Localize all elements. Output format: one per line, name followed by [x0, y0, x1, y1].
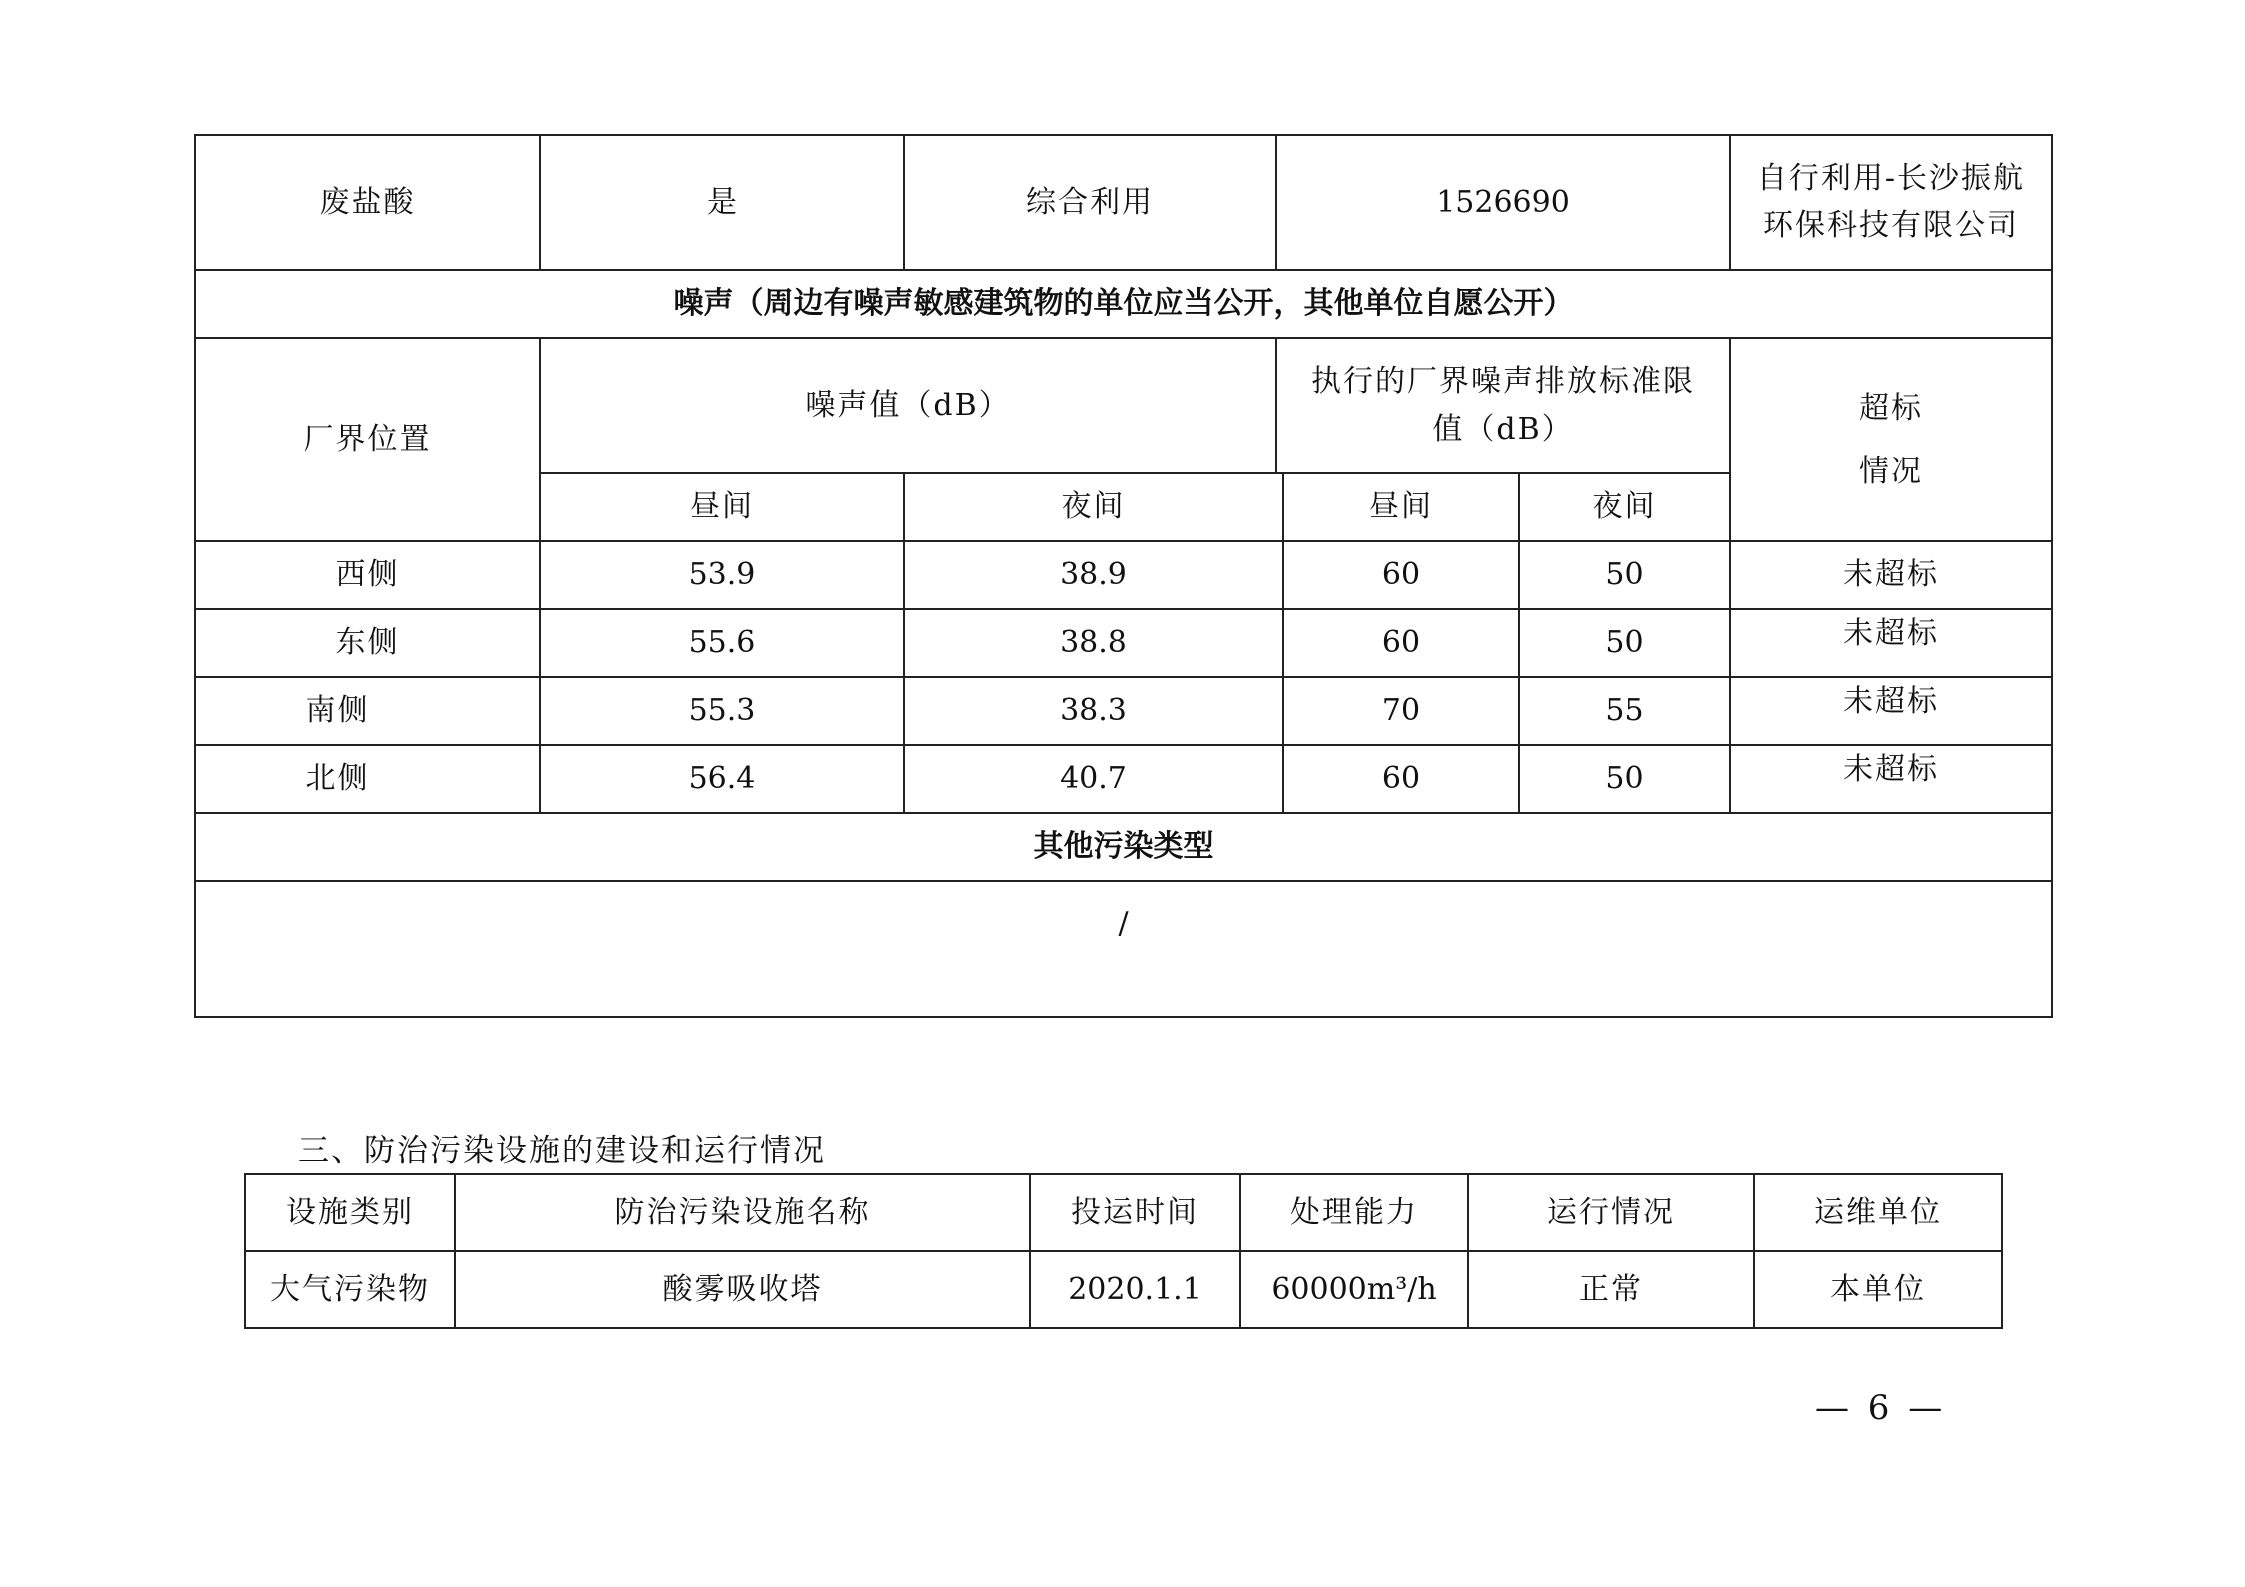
limit-night: 50	[1519, 541, 1730, 609]
facility-capacity: 60000m³/h	[1240, 1251, 1468, 1328]
waste-disposal: 综合利用	[904, 135, 1276, 270]
noise-row	[195, 541, 2052, 609]
noise-status: 未超标	[1730, 609, 2052, 677]
waste-name: 废盐酸	[195, 135, 540, 270]
facility-header-row	[245, 1174, 2002, 1251]
noise-section-title: 噪声（周边有噪声敏感建筑物的单位应当公开，其他单位自愿公开）	[195, 270, 2052, 338]
noise-status: 未超标	[1730, 745, 2052, 813]
header-exceed: 超标情况	[1730, 338, 2052, 541]
facility-status: 正常	[1468, 1251, 1754, 1328]
header-limit-night: 夜间	[1519, 473, 1730, 541]
facility-header: 运行情况	[1468, 1174, 1754, 1251]
facility-category: 大气污染物	[245, 1251, 455, 1328]
limit-day: 60	[1283, 745, 1519, 813]
waste-amount: 1526690	[1276, 135, 1730, 270]
limit-night: 55	[1519, 677, 1730, 745]
noise-location: 南侧	[195, 677, 540, 745]
other-pollution-title: 其他污染类型	[195, 813, 2052, 881]
noise-status: 未超标	[1730, 541, 2052, 609]
noise-night: 38.8	[904, 609, 1283, 677]
header-noise-day: 昼间	[540, 473, 904, 541]
noise-day: 56.4	[540, 745, 904, 813]
facility-header: 运维单位	[1754, 1174, 2002, 1251]
facility-table	[244, 1173, 2003, 1329]
header-limit-day: 昼间	[1283, 473, 1519, 541]
noise-status: 未超标	[1730, 677, 2052, 745]
noise-location: 北侧	[195, 745, 540, 813]
noise-day: 53.9	[540, 541, 904, 609]
page-number: — 6 —	[1815, 1388, 1947, 1428]
header-noise-night: 夜间	[904, 473, 1283, 541]
header-limit: 执行的厂界噪声排放标准限值（dB）	[1276, 338, 1730, 473]
noise-row	[195, 745, 2052, 813]
noise-row	[195, 677, 2052, 745]
noise-day: 55.6	[540, 609, 904, 677]
noise-day: 55.3	[540, 677, 904, 745]
facility-header: 处理能力	[1240, 1174, 1468, 1251]
facility-name: 酸雾吸收塔	[455, 1251, 1030, 1328]
other-pollution-value: /	[195, 881, 2052, 1017]
facility-header: 投运时间	[1030, 1174, 1240, 1251]
limit-day: 70	[1283, 677, 1519, 745]
limit-night: 50	[1519, 745, 1730, 813]
noise-night: 38.9	[904, 541, 1283, 609]
section-heading: 三、防治污染设施的建设和运行情况	[298, 1133, 826, 1169]
facility-header: 设施类别	[245, 1174, 455, 1251]
noise-location: 西侧	[195, 541, 540, 609]
noise-location: 东侧	[195, 609, 540, 677]
facility-row	[245, 1251, 2002, 1328]
noise-night: 38.3	[904, 677, 1283, 745]
header-noise-value: 噪声值（dB）	[540, 338, 1276, 473]
facility-date: 2020.1.1	[1030, 1251, 1240, 1328]
waste-dangerous: 是	[540, 135, 904, 270]
facility-header: 防治污染设施名称	[455, 1174, 1030, 1251]
waste-destination: 自行利用-长沙振航环保科技有限公司	[1730, 135, 2052, 270]
noise-night: 40.7	[904, 745, 1283, 813]
facility-operator: 本单位	[1754, 1251, 2002, 1328]
header-location: 厂界位置	[195, 338, 540, 541]
limit-day: 60	[1283, 609, 1519, 677]
noise-row	[195, 609, 2052, 677]
waste-row	[195, 135, 2052, 270]
pollution-table	[194, 134, 2053, 1018]
limit-night: 50	[1519, 609, 1730, 677]
limit-day: 60	[1283, 541, 1519, 609]
